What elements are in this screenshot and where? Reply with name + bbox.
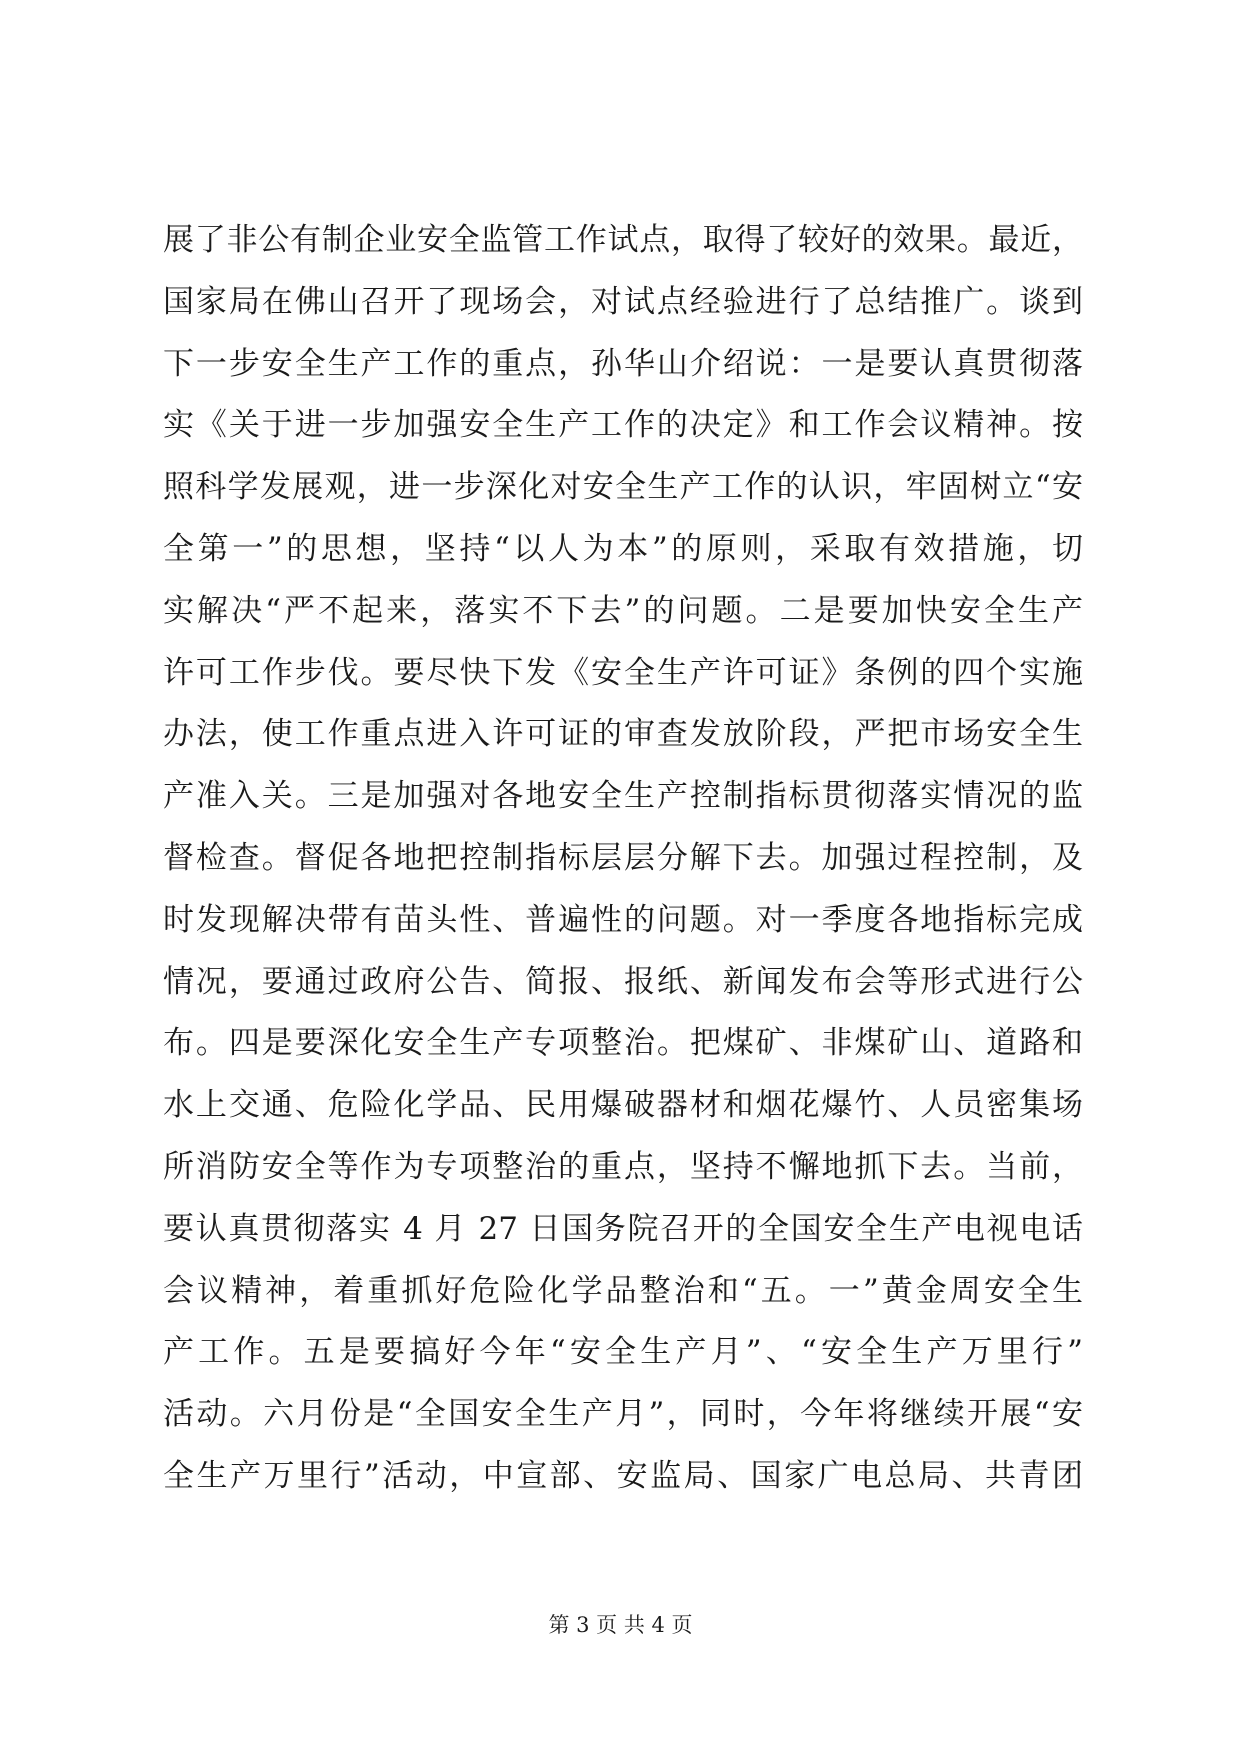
page-number: 第 3 页 共 4 页 (548, 1613, 693, 1637)
text-line: 展了非公有制企业安全监管工作试点，取得了较好的效果。最近， (163, 222, 1083, 258)
text-line: 产工作。五是要搞好今年“安全生产月”、“安全生产万里行” (163, 1334, 1083, 1371)
text-line: 产准入关。三是加强对各地安全生产控制指标贯彻落实情况的监 (163, 778, 1083, 815)
text-line: 水上交通、危险化学品、民用爆破器材和烟花爆竹、人员密集场 (163, 1087, 1083, 1124)
text-line: 活动。六月份是“全国安全生产月”，同时，今年将继续开展“安 (163, 1396, 1083, 1433)
text-line: 会议精神，着重抓好危险化学品整治和“五。一”黄金周安全生 (163, 1272, 1083, 1309)
text-line: 全第一”的思想，坚持“以人为本”的原则，采取有效措施，切 (163, 530, 1083, 567)
text-line: 全生产万里行”活动，中宣部、安监局、国家广电总局、共青团 (163, 1457, 1083, 1494)
text-line: 许可工作步伐。要尽快下发《安全生产许可证》条例的四个实施 (163, 654, 1083, 691)
text-line: 实《关于进一步加强安全生产工作的决定》和工作会议精神。按 (163, 407, 1083, 444)
text-line: 要认真贯彻落实 4 月 27 日国务院召开的全国安全生产电视电话 (163, 1210, 1083, 1247)
text-line: 照科学发展观，进一步深化对安全生产工作的认识，牢固树立“安 (163, 469, 1083, 506)
text-line: 督检查。督促各地把控制指标层层分解下去。加强过程控制，及 (163, 839, 1083, 876)
text-line: 办法，使工作重点进入许可证的审查发放阶段，严把市场安全生 (163, 716, 1083, 753)
text-line: 实解决“严不起来，落实不下去”的问题。二是要加快安全生产 (163, 592, 1083, 629)
text-line: 情况，要通过政府公告、简报、报纸、新闻发布会等形式进行公 (163, 963, 1083, 1000)
text-line: 下一步安全生产工作的重点，孙华山介绍说：一是要认真贯彻落 (163, 345, 1083, 382)
page-footer (0, 1610, 1241, 1640)
body-text (163, 210, 1083, 1508)
text-line: 国家局在佛山召开了现场会，对试点经验进行了总结推广。谈到 (163, 283, 1083, 320)
text-line: 时发现解决带有苗头性、普遍性的问题。对一季度各地指标完成 (163, 901, 1083, 938)
text-line: 所消防安全等作为专项整治的重点，坚持不懈地抓下去。当前， (163, 1148, 1083, 1185)
text-line: 布。四是要深化安全生产专项整治。把煤矿、非煤矿山、道路和 (163, 1025, 1083, 1062)
